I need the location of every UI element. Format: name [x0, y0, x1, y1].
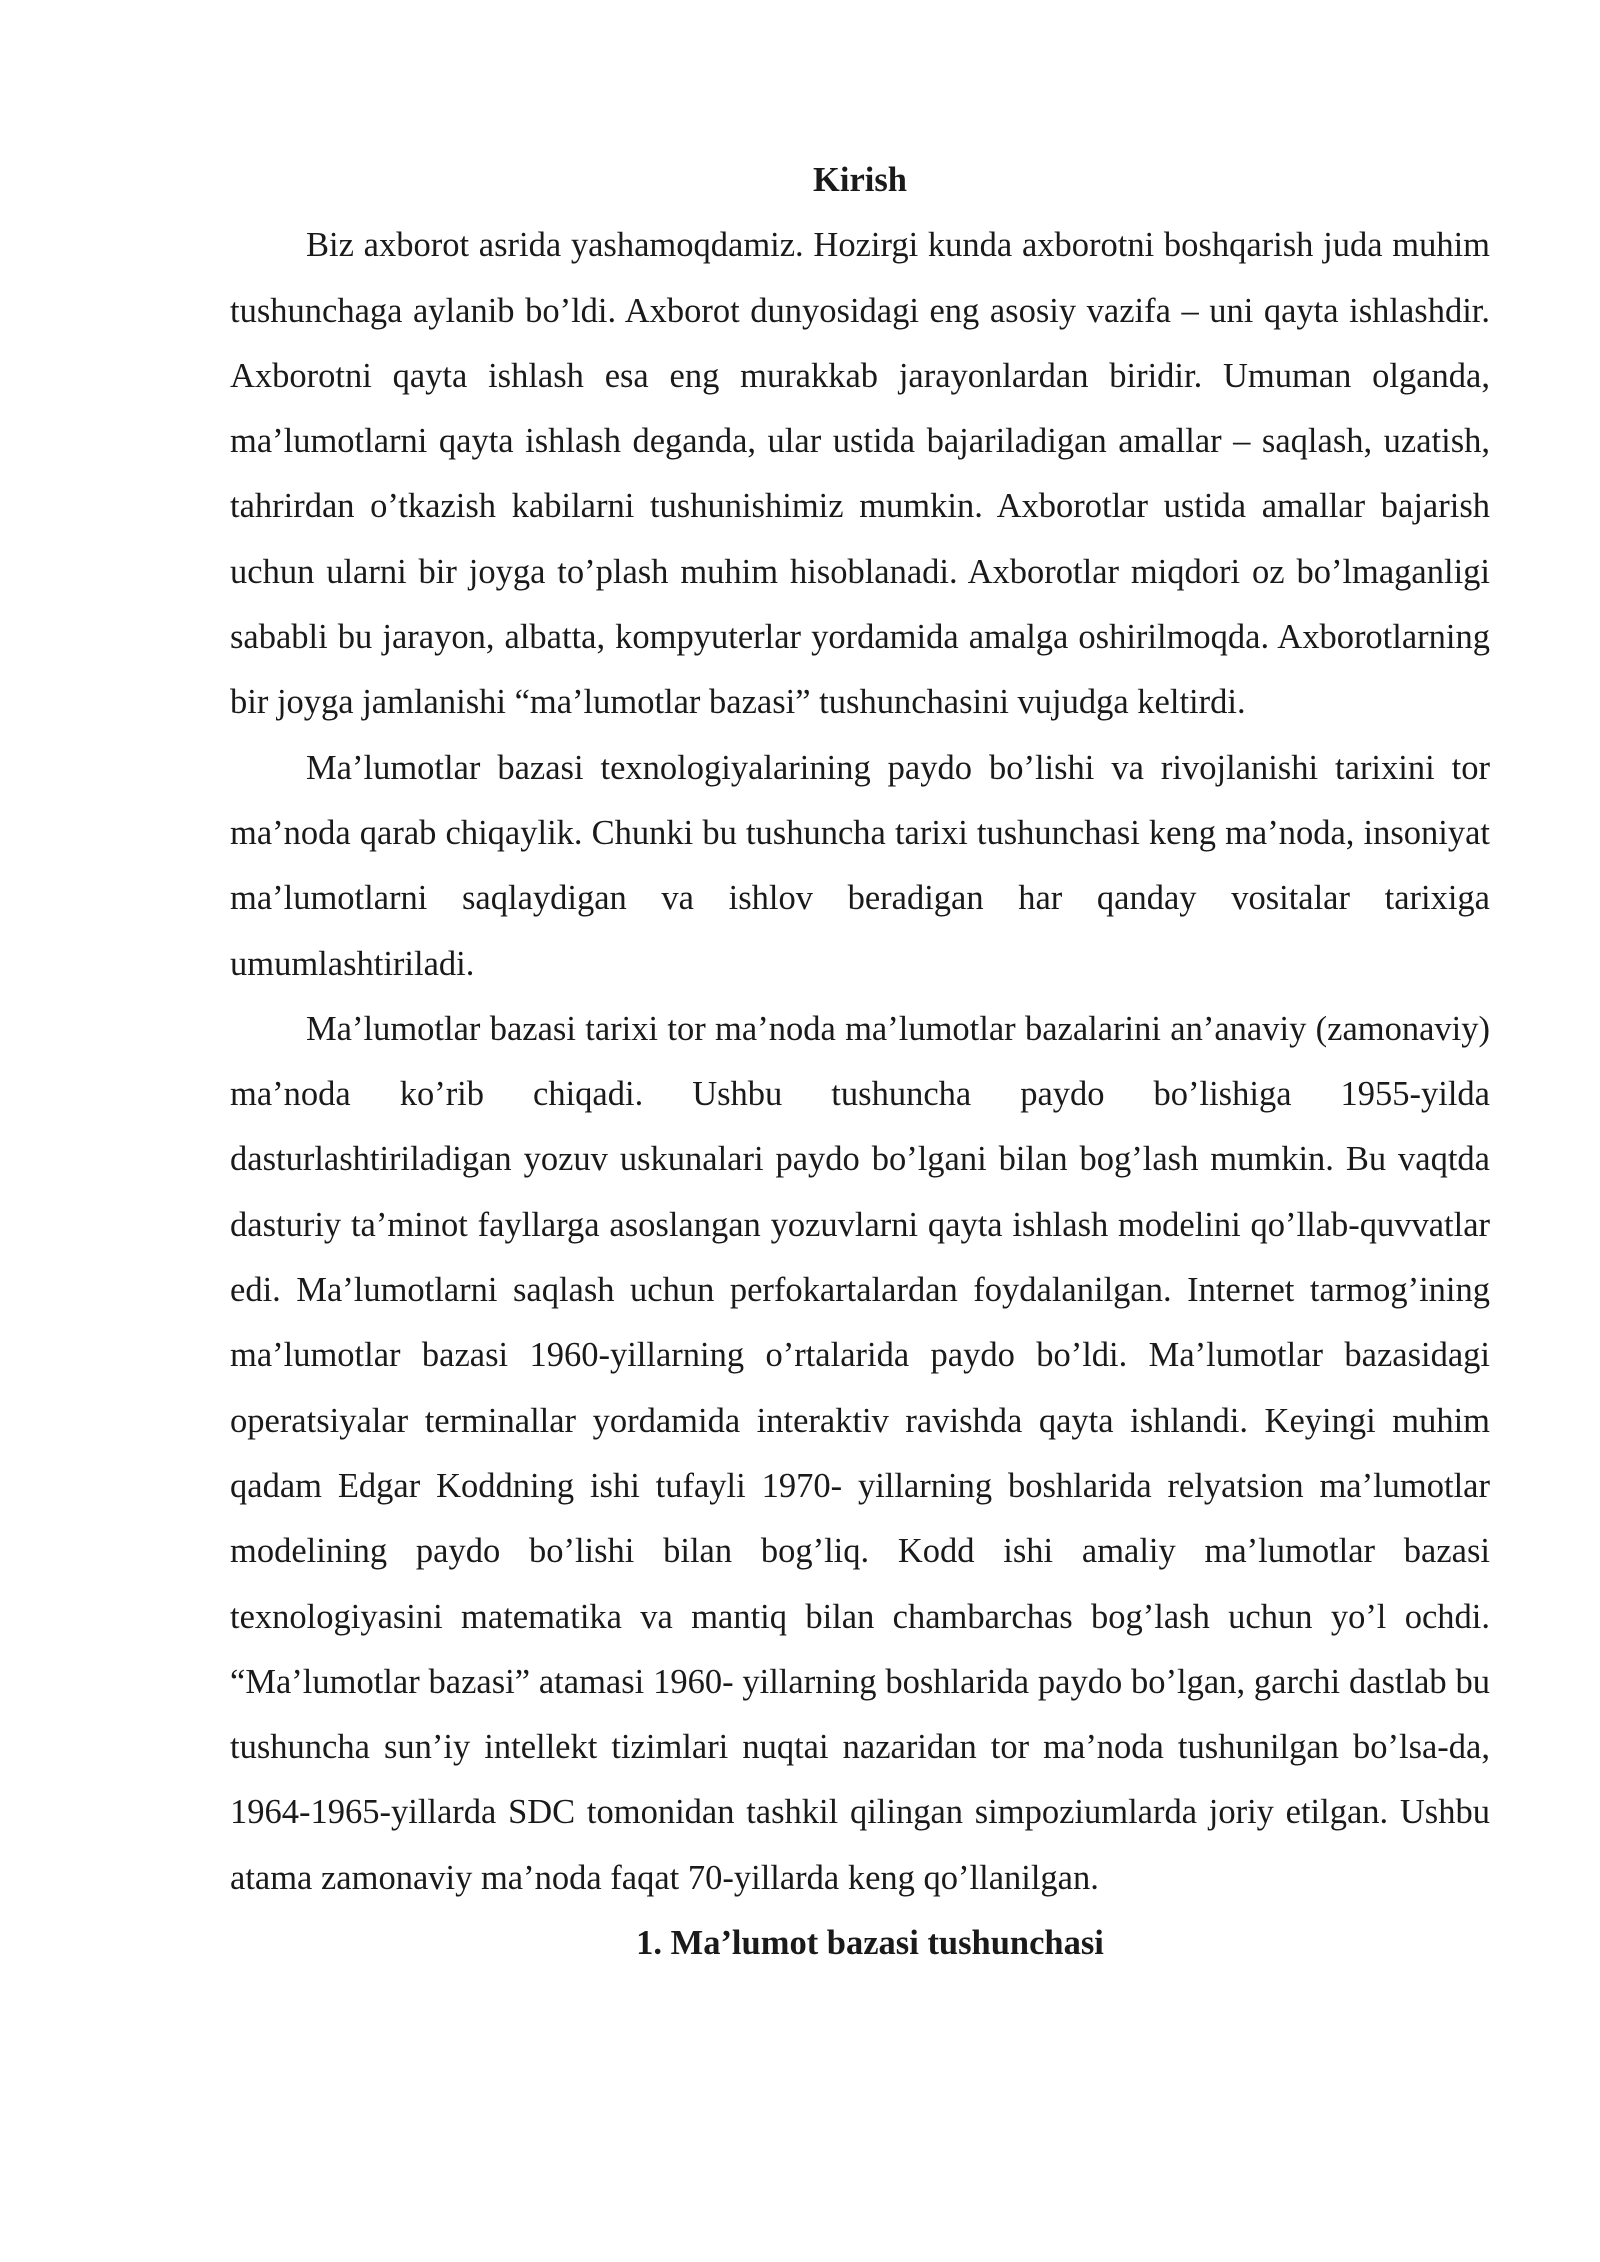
paragraph-history-narrow: Ma’lumotlar bazasi texnologiyalarining paydo bo’lishi va rivojlanishi tarixini tor ma’noda qarab chiqaylik. Chunki bu tushuncha tarixi tushunchasi keng ma’noda, insoniyat ma’lumotlarni saqlaydigan va ishlov beradigan har qanday vositalar tarixiga umumlashtiriladi.: [230, 748, 1490, 983]
document-body: [230, 148, 1490, 1976]
paragraph-history-modern: Ma’lumotlar bazasi tarixi tor ma’noda ma’lumotlar bazalarini an’anaviy (zamonaviy) ma’noda ko’rib chiqadi. Ushbu tushuncha paydo bo’lishiga 1955-yilda dasturlashtiriladigan yozuv uskunalari paydo bo’lgani bilan bog’lash mumkin. Bu vaqtda dasturiy ta’minot fayllarga asoslangan yozuvlarni qayta ishlash modelini qo’llab-quvvatlar edi. Ma’lumotlarni saqlash uchun perfokartalardan foydalanilgan. Internet tarmog’ining ma’lumotlar bazasi 1960-yillarning o’rtalarida paydo bo’ldi. Ma’lumotlar bazasidagi operatsiyalar terminallar yordamida interaktiv ravishda qayta ishlandi. Keyingi muhim qadam Edgar Koddning ishi tufayli 1970- yillarning boshlarida relyatsion ma’lumotlar modelining paydo bo’lishi bilan bog’liq. Kodd ishi amaliy ma’lumotlar bazasi texnologiyasini matematika va mantiq bilan chambarchas bog’lash uchun yo’l ochdi. “Ma’lumotlar bazasi” atamasi 1960- yillarning boshlarida paydo bo’lgan, garchi dastlab bu tushuncha sun’iy intellekt tizimlari nuqtai nazaridan tor ma’noda tushunilgan bo’lsa-da, 1964-1965-yillarda SDC tomonidan tashkil qilingan simpoziumlarda joriy etilgan. Ushbu atama zamonaviy ma’noda faqat 70-yillarda keng qo’llanilgan.: [230, 1009, 1490, 1897]
paragraph-intro: Biz axborot asrida yashamoqdamiz. Hozirgi kunda axborotni boshqarish juda muhim tushunchaga aylanib bo’ldi. Axborot dunyosidagi eng asosiy vazifa – uni qayta ishlashdir. Axborotni qayta ishlash esa eng murakkab jarayonlardan biridir. Umuman olganda, ma’lumotlarni qayta ishlash deganda, ular ustida bajariladigan amallar – saqlash, uzatish, tahrirdan o’tkazish kabilarni tushunishimiz mumkin. Axborotlar ustida amallar bajarish uchun ularni bir joyga to’plash muhim hisoblanadi. Axborotlar miqdori oz bo’lmaganligi sababli bu jarayon, albatta, kompyuterlar yordamida amalga oshirilmoqda. Axborotlarning bir joyga jamlanishi “ma’lumotlar bazasi” tushunchasini vujudga keltirdi.: [230, 226, 1490, 722]
page-title: Kirish: [813, 161, 907, 199]
section-heading: 1. Ma’lumot bazasi tushunchasi: [636, 1924, 1104, 1963]
